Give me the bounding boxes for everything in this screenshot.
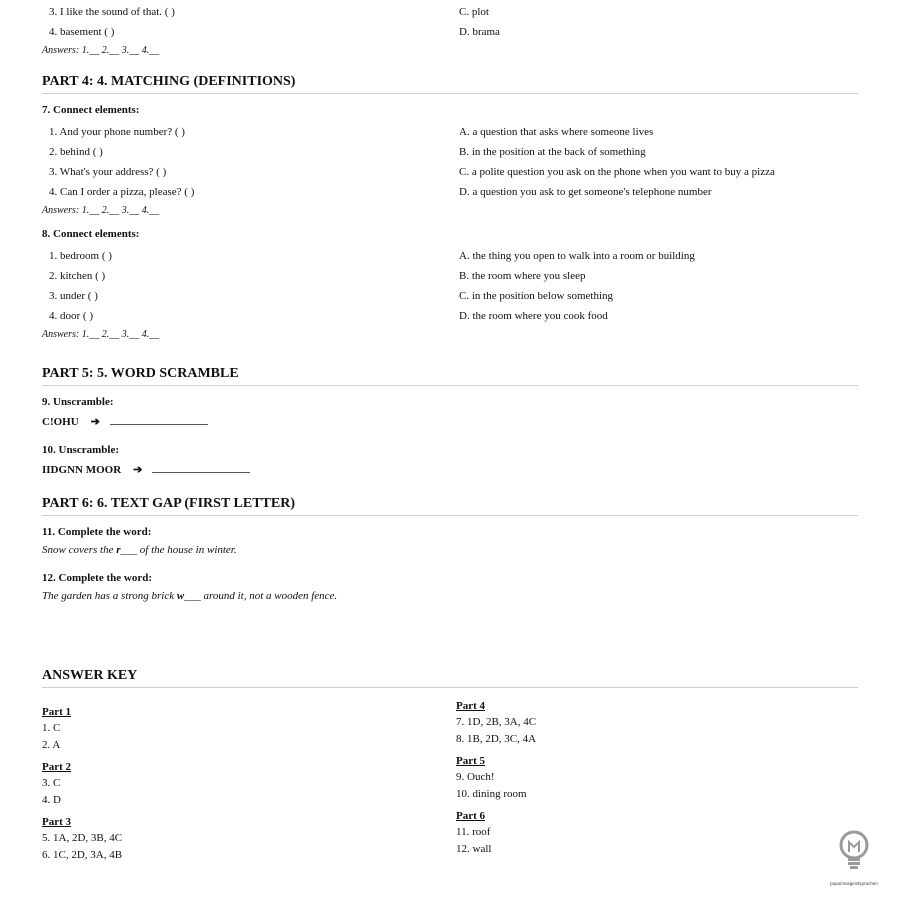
scrambled-row [42, 414, 858, 428]
arrow-icon: ➔ [133, 464, 143, 476]
part-heading: PART 5: 5. WORD SCRAMBLE [42, 366, 858, 386]
answer-line: 9. Ouch! [456, 771, 495, 783]
answer-line: 10. dining room [456, 788, 527, 800]
question-heading: 12. Complete the word: [42, 572, 152, 584]
part5-section [42, 366, 858, 476]
match-row [42, 286, 858, 306]
answer-key-part: Part 4 [456, 700, 486, 712]
right-item: C. a polite question you ask on the phone when you want to buy a pizza [459, 166, 775, 178]
answer-line: 1. C [42, 722, 61, 734]
part3-tail [42, 2, 858, 60]
right-item: A. the thing you open to walk into a room or building [459, 250, 695, 262]
right-item: B. in the position at the back of something [459, 146, 646, 158]
right-item: B. the room where you sleep [459, 270, 586, 282]
gap-sentence [42, 544, 858, 556]
answer-line: 3. C [42, 777, 61, 789]
match-row [42, 2, 858, 22]
part4-section [42, 74, 858, 344]
left-item: 3. under ( ) [49, 290, 98, 302]
left-item: 2. behind ( ) [49, 146, 103, 158]
gap-blank[interactable]: ___ [120, 544, 138, 556]
answer-key [42, 668, 858, 861]
part6-section [42, 496, 858, 602]
question-heading: 7. Connect elements: [42, 104, 140, 116]
scrambled-word: C!OHU [42, 416, 79, 428]
answer-line: 8. 1B, 2D, 3C, 4A [456, 733, 537, 745]
answer-line: 6. 1C, 2D, 3A, 4B [42, 849, 123, 861]
match-row [42, 182, 858, 202]
question-heading: 9. Unscramble: [42, 396, 114, 408]
answer-line: 2. A [42, 739, 61, 751]
brand-logo [824, 830, 884, 886]
right-item: A. a question that asks where someone lives [459, 126, 654, 138]
left-item: 1. And your phone number? ( ) [49, 126, 185, 138]
sentence-end: around it, not a wooden fence. [200, 590, 338, 602]
question-heading: 11. Complete the word: [42, 526, 152, 538]
match-row [42, 122, 858, 142]
answer-blank[interactable] [110, 414, 208, 425]
first-letter: w [176, 590, 185, 602]
left-item: 2. kitchen ( ) [49, 270, 106, 282]
right-item: D. the room where you cook food [459, 310, 608, 322]
answers-line: Answers: 1.__ 2.__ 3.__ 4.__ [42, 329, 160, 340]
answer-key-left-column [42, 704, 122, 864]
sentence-end: of the house in winter. [137, 544, 237, 556]
answer-line: 5. 1A, 2D, 3B, 4C [42, 832, 123, 844]
question-heading: 8. Connect elements: [42, 228, 140, 240]
question-heading: 10. Unscramble: [42, 444, 119, 456]
first-letter: r [116, 544, 121, 556]
left-item: 4. door ( ) [49, 310, 93, 322]
match-row [42, 142, 858, 162]
answer-key-part: Part 3 [42, 816, 72, 828]
part-heading: PART 6: 6. TEXT GAP (FIRST LETTER) [42, 496, 858, 516]
left-item: 1. bedroom ( ) [49, 250, 112, 262]
logo-caption: papoimosgeistsprachen [830, 881, 878, 886]
right-item: D. brama [459, 26, 500, 38]
answer-line: 4. D [42, 794, 61, 806]
answer-key-part: Part 1 [42, 706, 72, 718]
answer-line: 12. wall [456, 843, 492, 855]
answer-key-part: Part 2 [42, 761, 72, 773]
right-item: D. a question you ask to get someone's telephone number [459, 186, 712, 198]
answer-key-title: ANSWER KEY [42, 668, 858, 688]
right-item: C. plot [459, 6, 489, 18]
left-item: 3. What's your address? ( ) [49, 166, 167, 178]
match-row [42, 266, 858, 286]
match-row [42, 22, 858, 42]
answers-line: Answers: 1.__ 2.__ 3.__ 4.__ [42, 45, 160, 56]
sentence-start: The garden has a strong brick [42, 590, 177, 602]
match-row [42, 246, 858, 266]
answer-key-part: Part 6 [456, 810, 486, 822]
lightbulb-icon [837, 830, 871, 876]
gap-blank[interactable]: ___ [184, 590, 201, 602]
scrambled-word: IIDGNN MOOR [42, 464, 122, 476]
answer-line: 11. roof [456, 826, 491, 838]
left-item: 3. I like the sound of that. ( ) [49, 6, 175, 18]
sentence-start: Snow covers the [42, 544, 117, 556]
match-row [42, 306, 858, 326]
part-heading: PART 4: 4. MATCHING (DEFINITIONS) [42, 74, 858, 94]
arrow-icon: ➔ [90, 416, 100, 428]
answer-key-part: Part 5 [456, 755, 486, 767]
answer-key-right-column [456, 698, 536, 858]
scrambled-row [42, 462, 858, 476]
left-item: 4. basement ( ) [49, 26, 115, 38]
right-item: C. in the position below something [459, 290, 613, 302]
gap-sentence [42, 590, 858, 602]
answer-line: 7. 1D, 2B, 3A, 4C [456, 716, 537, 728]
left-item: 4. Can I order a pizza, please? ( ) [49, 186, 195, 198]
match-row [42, 162, 858, 182]
answer-blank[interactable] [152, 462, 250, 473]
answers-line: Answers: 1.__ 2.__ 3.__ 4.__ [42, 205, 160, 216]
